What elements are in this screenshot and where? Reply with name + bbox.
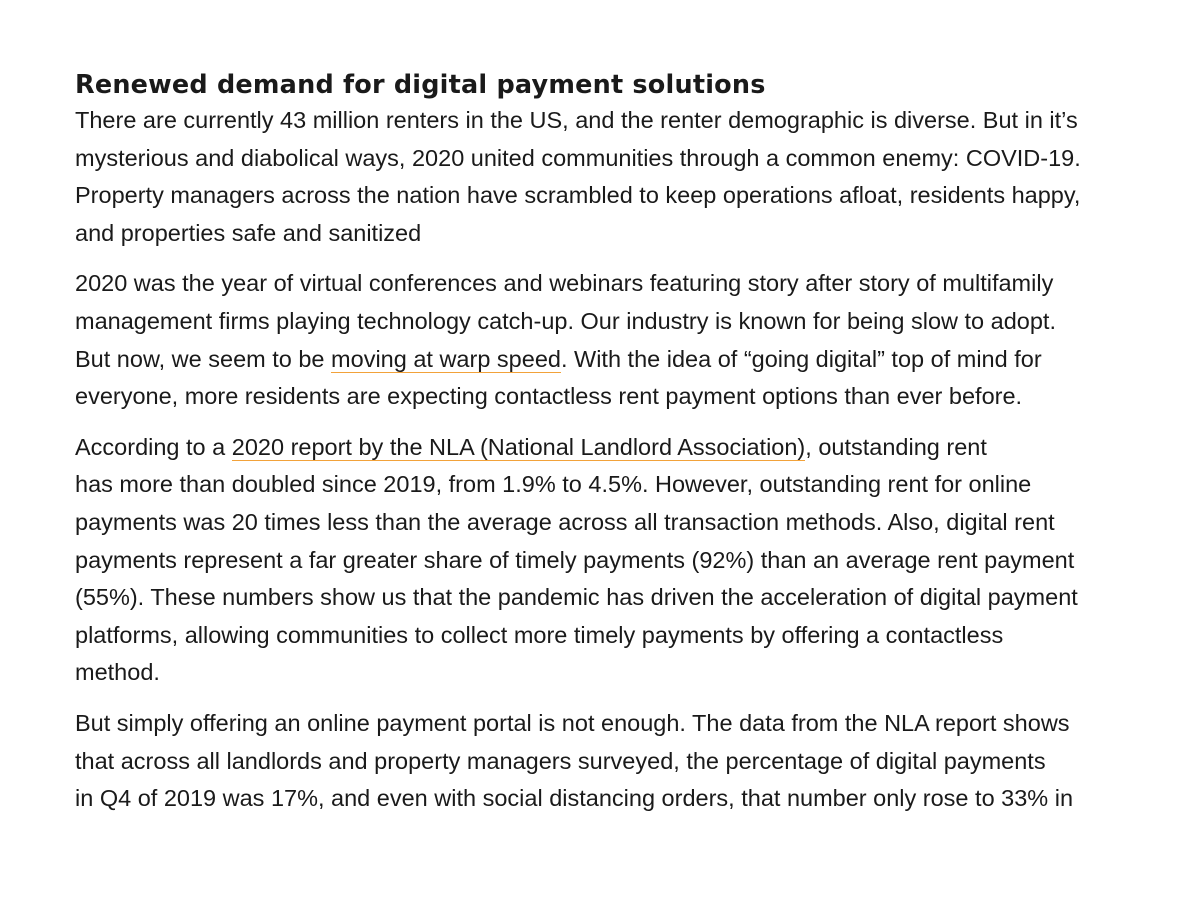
text-line-end: . With the idea of “going digital” top of mind for	[560, 345, 1042, 372]
text-line: Property managers across the nation have scrambled to keep operations afloat, residents happy,	[75, 182, 1081, 209]
text-line-start: According to a	[75, 433, 232, 460]
link-nla-report[interactable]: 2020 report by the NLA (National Landlord Association)	[231, 433, 806, 460]
text-line: mysterious and diabolical ways, 2020 united communities through a common enemy: COVID-19.	[75, 144, 1081, 171]
text-line: has more than doubled since 2019, from 1.9% to 4.5%. However, outstanding rent for online	[75, 471, 1032, 498]
text-line: (55%). These numbers show us that the pandemic has driven the acceleration of digital payment	[75, 584, 1078, 611]
text-line: payments represent a far greater share of timely payments (92%) than an average rent payment	[75, 546, 1075, 573]
text-line: There are currently 43 million renters in the US, and the renter demographic is diverse. But in it’s	[75, 107, 1078, 133]
section-heading: Renewed demand for digital payment solutions	[75, 70, 766, 100]
text-line: But simply offering an online payment portal is not enough. The data from the NLA report shows	[75, 709, 1070, 736]
text-line-end: , outstanding rent	[805, 433, 987, 460]
text-line: and properties safe and sanitized	[75, 219, 422, 246]
text-line: 2020 was the year of virtual conferences and webinars featuring story after story of multifamily	[75, 270, 1054, 297]
article-body	[75, 68, 1145, 831]
text-line: management firms playing technology catch-up. Our industry is known for being slow to adopt.	[75, 307, 1056, 334]
paragraph-online-portal	[75, 705, 1145, 818]
text-line-start: But now, we seem to be	[75, 345, 332, 372]
paragraph-renters-overview	[75, 102, 1145, 252]
text-line: payments was 20 times less than the average across all transaction methods. Also, digital rent	[75, 508, 1055, 535]
paragraph-virtual-conferences	[75, 265, 1145, 415]
text-line: platforms, allowing communities to collect more timely payments by offering a contactless	[75, 621, 1004, 648]
text-line: that across all landlords and property managers surveyed, the percentage of digital payments	[75, 747, 1046, 774]
paragraph-nla-report	[75, 429, 1145, 692]
link-moving-at-warp-speed[interactable]: moving at warp speed	[331, 345, 561, 372]
text-line: everyone, more residents are expecting contactless rent payment options than ever before.	[75, 383, 1023, 410]
text-line: in Q4 of 2019 was 17%, and even with social distancing orders, that number only rose to 33% in	[75, 785, 1074, 812]
text-line: method.	[75, 659, 160, 686]
